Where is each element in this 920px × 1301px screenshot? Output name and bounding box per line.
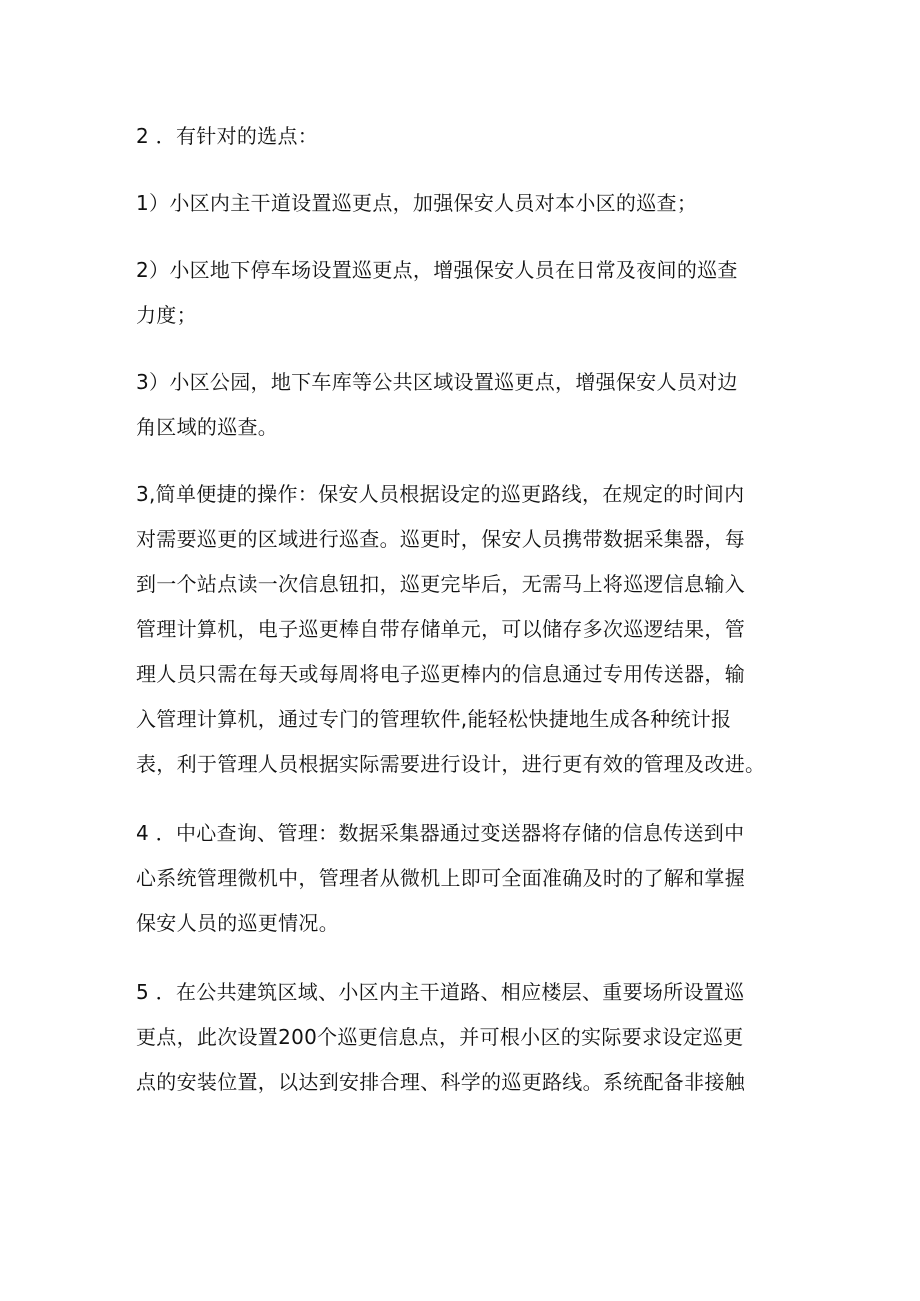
text-line: 管理计算机，电子巡更棒自带存储单元，可以储存多次巡逻结果，管 [136, 617, 745, 641]
paragraph-patrol-points [136, 970, 786, 1105]
text-line: 到一个站点读一次信息钮扣，巡更完毕后，无需马上将巡逻信息输入 [136, 572, 745, 596]
text-line: 力度； [136, 303, 197, 327]
text-line: 保安人员的巡更情况。 [136, 911, 339, 935]
text-line: 入管理计算机，通过专门的管理软件,能轻松快捷地生成各种统计报 [136, 707, 732, 731]
paragraph-center-query [136, 811, 786, 946]
paragraph-selection-heading [136, 114, 786, 159]
text-line: 3）小区公园，地下车库等公共区域设置巡更点，增强保安人员对边 [136, 370, 738, 394]
text-line: 2）小区地下停车场设置巡更点，增强保安人员在日常及夜间的巡查 [136, 258, 738, 282]
text-line: 更点，此次设置200个巡更信息点，并可根小区的实际要求设定巡更 [136, 1025, 744, 1049]
text-line: 心系统管理微机中，管理者从微机上即可全面准确及时的了解和掌握 [136, 866, 745, 890]
paragraph-item-1 [136, 181, 786, 226]
paragraph-item-2 [136, 248, 786, 338]
text-line: 点的安装位置，以达到安排合理、科学的巡更路线。系统配备非接触 [136, 1070, 745, 1094]
paragraph-operation [136, 472, 786, 787]
text-line: 表，利于管理人员根据实际需要进行设计，进行更有效的管理及改进。 [136, 752, 766, 776]
paragraph-item-3 [136, 360, 786, 450]
document-body [136, 114, 786, 1105]
text-line: 5 ．在公共建筑区域、小区内主干道路、相应楼层、重要场所设置巡 [136, 980, 745, 1004]
text-line: 对需要巡更的区域进行巡查。巡更时，保安人员携带数据采集器，每 [136, 527, 745, 551]
text-line: 4 ．中心查询、管理：数据采集器通过变送器将存储的信息传送到中 [136, 821, 745, 845]
text-line: 1）小区内主干道设置巡更点，加强保安人员对本小区的巡查； [136, 191, 698, 215]
text-line: 3,简单便捷的操作：保安人员根据设定的巡更路线，在规定的时间内 [136, 482, 745, 506]
text-line: 2 ．有针对的选点： [136, 124, 319, 148]
text-line: 角区域的巡查。 [136, 415, 279, 439]
text-line: 理人员只需在每天或每周将电子巡更棒内的信息通过专用传送器，输 [136, 662, 745, 686]
